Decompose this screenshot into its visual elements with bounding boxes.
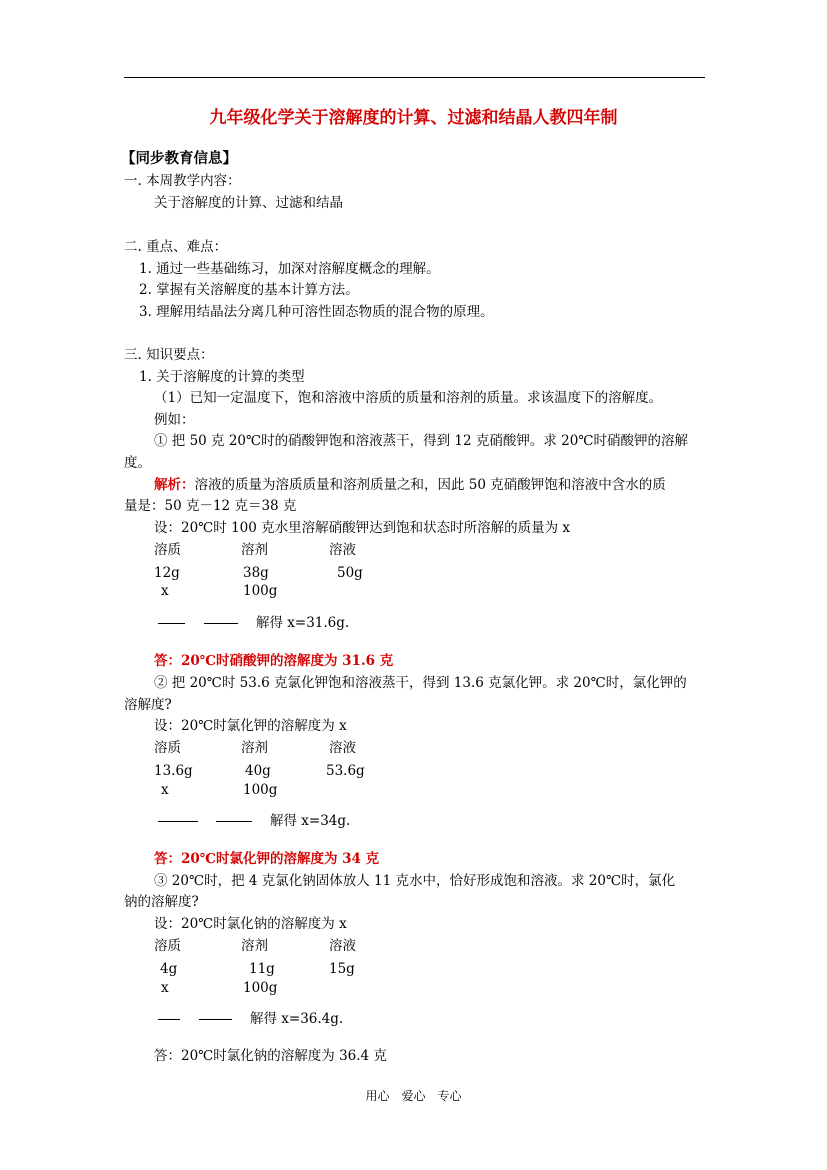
table-cell: 13.6g [154, 763, 193, 779]
example-1-answer [154, 652, 393, 670]
table-cell: x [161, 980, 169, 996]
fraction-bar [158, 623, 185, 624]
col-header-solute: 溶质 [154, 740, 181, 756]
example-1-question-cont: 度。 [124, 455, 151, 471]
example-3-question-cont: 钠的溶解度? [124, 894, 199, 910]
example-1-solution: 解得 x=31.6g. [256, 615, 350, 631]
subsection-heading: 1. 关于溶解度的计算的类型 [139, 369, 305, 385]
analysis-text: 溶液的质量为溶质质量和溶剂质量之和，因此 50 克硝酸钾饱和溶液中含水的质 [194, 477, 666, 493]
case-description: （1）已知一定温度下，饱和溶液中溶质的质量和溶剂的质量。求该温度下的溶解度。 [154, 390, 663, 406]
table-cell: 4g [160, 961, 178, 977]
answer-label: 答： [154, 851, 181, 867]
info-heading: 【同步教育信息】 [121, 150, 237, 167]
section-2-heading: 二. 重点、难点： [124, 239, 228, 255]
fraction-bar [158, 1019, 180, 1020]
section-1-content: 关于溶解度的计算、过滤和结晶 [154, 195, 343, 211]
example-1-setup: 设：20℃时 100 克水里溶解硝酸钾达到饱和状态时所溶解的质量为 x [154, 520, 571, 536]
col-header-solute: 溶质 [154, 542, 181, 558]
col-header-solution: 溶液 [329, 938, 356, 954]
answer-label: 答： [154, 653, 181, 669]
example-3-answer: 答：20℃时氯化钠的溶解度为 36.4 克 [154, 1048, 387, 1064]
answer-text: 20℃时硝酸钾的溶解度为 31.6 克 [181, 653, 394, 669]
page-title: 九年级化学关于溶解度的计算、过滤和结晶人教四年制 [209, 108, 618, 128]
table-cell: x [161, 782, 169, 798]
table-cell: 11g [249, 961, 275, 977]
table-cell: 53.6g [326, 763, 365, 779]
example-2-setup: 设：20℃时氯化钾的溶解度为 x [154, 718, 347, 734]
col-header-solution: 溶液 [329, 740, 356, 756]
analysis-label: 解析： [154, 477, 195, 493]
table-cell: 100g [243, 782, 278, 798]
header-rule [124, 77, 705, 78]
table-cell: 12g [154, 565, 180, 581]
fraction-bar [216, 821, 252, 822]
example-2-solution: 解得 x=34g. [270, 813, 351, 829]
example-2-question: ② 把 20℃时 53.6 克氯化钾饱和溶液蒸干，得到 13.6 克氯化钾。求 20℃时，氯化钾的 [154, 675, 687, 691]
table-cell: x [161, 583, 169, 599]
example-1-analysis-cont: 量是：50 克－12 克＝38 克 [124, 498, 297, 514]
fraction-bar [204, 623, 238, 624]
fraction-bar [158, 821, 198, 822]
example-2-answer [154, 850, 379, 868]
col-header-solvent: 溶剂 [241, 938, 268, 954]
col-header-solvent: 溶剂 [241, 740, 268, 756]
section-1-heading: 一. 本周教学内容： [124, 173, 241, 189]
table-cell: 100g [243, 980, 278, 996]
example-1-question: ① 把 50 克 20℃时的硝酸钾饱和溶液蒸干，得到 12 克硝酸钾。求 20℃时硝酸钾的溶解 [154, 433, 688, 449]
table-cell: 100g [243, 583, 278, 599]
example-3-setup: 设：20℃时氯化钠的溶解度为 x [154, 916, 347, 932]
answer-text: 20℃时氯化钾的溶解度为 34 克 [181, 851, 380, 867]
col-header-solution: 溶液 [329, 542, 356, 558]
col-header-solvent: 溶剂 [241, 542, 268, 558]
list-item: 1. 通过一些基础练习，加深对溶解度概念的理解。 [139, 261, 440, 277]
table-cell: 50g [337, 565, 363, 581]
list-item: 3. 理解用结晶法分离几种可溶性固态物质的混合物的原理。 [139, 304, 494, 320]
section-3-heading: 三. 知识要点： [124, 347, 214, 363]
table-cell: 40g [245, 763, 271, 779]
example-label: 例如： [154, 412, 195, 428]
list-item: 2. 掌握有关溶解度的基本计算方法。 [139, 282, 359, 298]
example-3-solution: 解得 x=36.4g. [250, 1011, 344, 1027]
page-footer: 用心 爱心 专心 [365, 1089, 462, 1103]
col-header-solute: 溶质 [154, 938, 181, 954]
table-cell: 38g [243, 565, 269, 581]
example-2-question-cont: 溶解度? [124, 697, 172, 713]
example-3-question: ③ 20℃时，把 4 克氯化钠固体放人 11 克水中，恰好形成饱和溶液。求 20℃时，氯化 [154, 873, 676, 889]
fraction-bar [199, 1019, 232, 1020]
example-1-analysis [154, 476, 666, 494]
table-cell: 15g [329, 961, 355, 977]
